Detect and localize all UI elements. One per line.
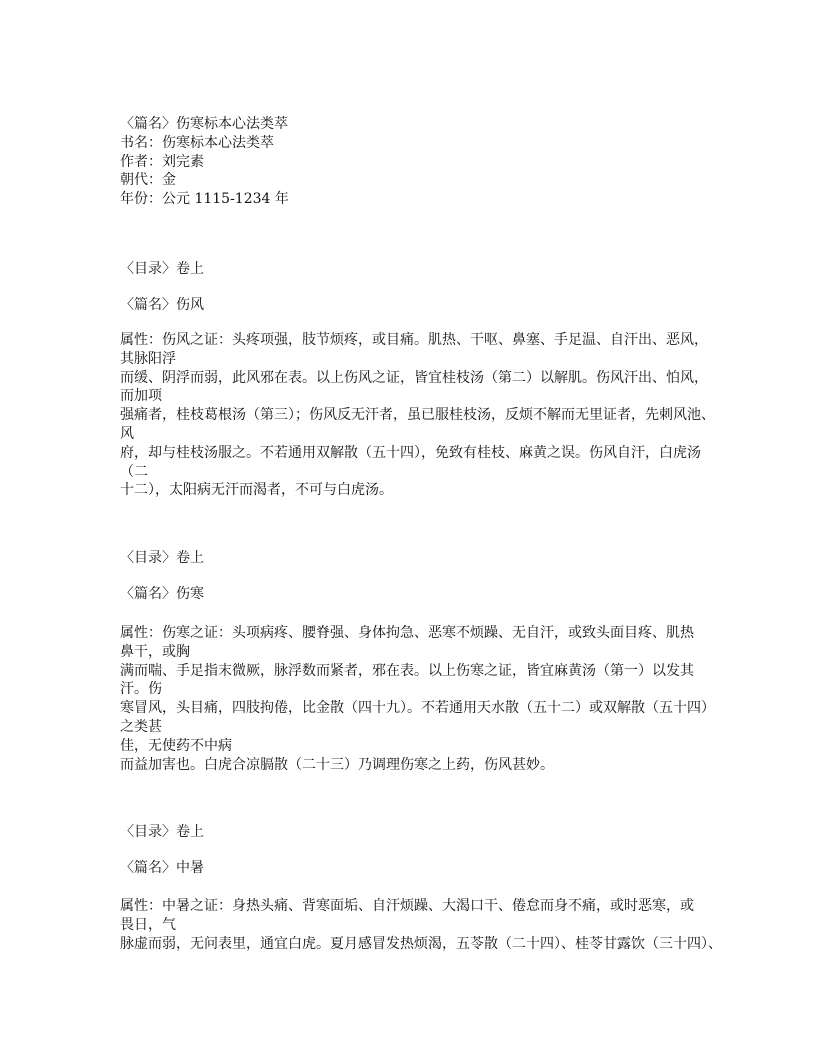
body-line: 而缓、阴浮而弱，此风邪在表。以上伤风之证，皆宜桂枝汤（第二）以解肌。伤风汗出、怕风， xyxy=(120,369,708,386)
body-line: 府，却与桂枝汤服之。不若通用双解散（五十四），免致有桂枝、麻黄之误。伤风自汗，白虎汤 xyxy=(120,444,701,461)
body-line: 脉虚而弱，无问表里，通宜白虎。夏月感冒发热烦渴，五苓散（二十四）、桂苓甘露饮（三十四）、 xyxy=(120,935,722,952)
body-line: 满而喘、手足指末微厥，脉浮数而紧者，邪在表。以上伤寒之证，皆宜麻黄汤（第一）以发其 xyxy=(120,662,694,679)
section-title xyxy=(120,296,700,315)
body-line: 属性：伤寒之证：头项病疼、腰脊强、身体拘急、恶寒不烦躁、无自汗，或致头面目疼、肌热 xyxy=(120,625,694,641)
directory-label: 〈目录〉卷上 xyxy=(120,261,204,277)
dynasty: 朝代：金 xyxy=(120,172,176,189)
body-line: 风 xyxy=(120,425,134,442)
section-body xyxy=(120,897,722,953)
section-title xyxy=(120,859,700,878)
body-line: 其脉阳浮 xyxy=(120,350,176,367)
author: 作者：刘完素 xyxy=(120,153,204,170)
body-line: 鼻干，或胸 xyxy=(120,643,190,660)
years: 年份：公元 1115-1234 年 xyxy=(120,191,289,208)
body-line: 属性：伤风之证：头疼项强，肢节烦疼，或目痛。肌热、干呕、鼻塞、手足温、自汗出、恶风， xyxy=(120,332,708,348)
section-directory xyxy=(120,823,700,842)
section-title-text: 〈篇名〉中暑 xyxy=(120,860,204,876)
body-line: 而加项 xyxy=(120,388,162,405)
body-line: 十二），太阳病无汗而渴者，不可与白虎汤。 xyxy=(120,482,393,499)
book-name: 书名：伤寒标本心法类萃 xyxy=(120,134,274,151)
body-line: 汗。伤 xyxy=(120,681,162,698)
section-body xyxy=(120,624,715,774)
directory-label: 〈目录〉卷上 xyxy=(120,824,204,840)
body-line: 而益加害也。白虎合凉膈散（二十三）乃调理伤寒之上药，伤风甚妙。 xyxy=(120,756,554,773)
chapter-name: 〈篇名〉伤寒标本心法类萃 xyxy=(120,116,288,132)
body-line: 之类甚 xyxy=(120,718,162,735)
body-line: 畏日，气 xyxy=(120,916,176,933)
body-line: 强痛者，桂枝葛根汤（第三）；伤风反无汗者，虽已服桂枝汤，反烦不解而无里证者，先刺风池、 xyxy=(120,407,715,424)
body-line: （二 xyxy=(120,463,148,480)
body-line: 寒冒风，头目痛，四肢拘倦，比金散（四十九）。不若通用天水散（五十二）或双解散（五十四） xyxy=(120,700,715,717)
book-metadata xyxy=(120,115,700,209)
section-body xyxy=(120,331,715,500)
section-directory xyxy=(120,549,700,568)
body-line: 佳，无使药不中病 xyxy=(120,737,232,754)
body-line: 属性：中暑之证：身热头痛、背寒面垢、自汗烦躁、大渴口干、倦怠而身不痛，或时恶寒，或 xyxy=(120,898,694,914)
directory-label: 〈目录〉卷上 xyxy=(120,550,204,566)
section-title-text: 〈篇名〉伤风 xyxy=(120,297,204,313)
section-title-text: 〈篇名〉伤寒 xyxy=(120,586,204,602)
section-title xyxy=(120,585,700,604)
section-directory xyxy=(120,260,700,279)
